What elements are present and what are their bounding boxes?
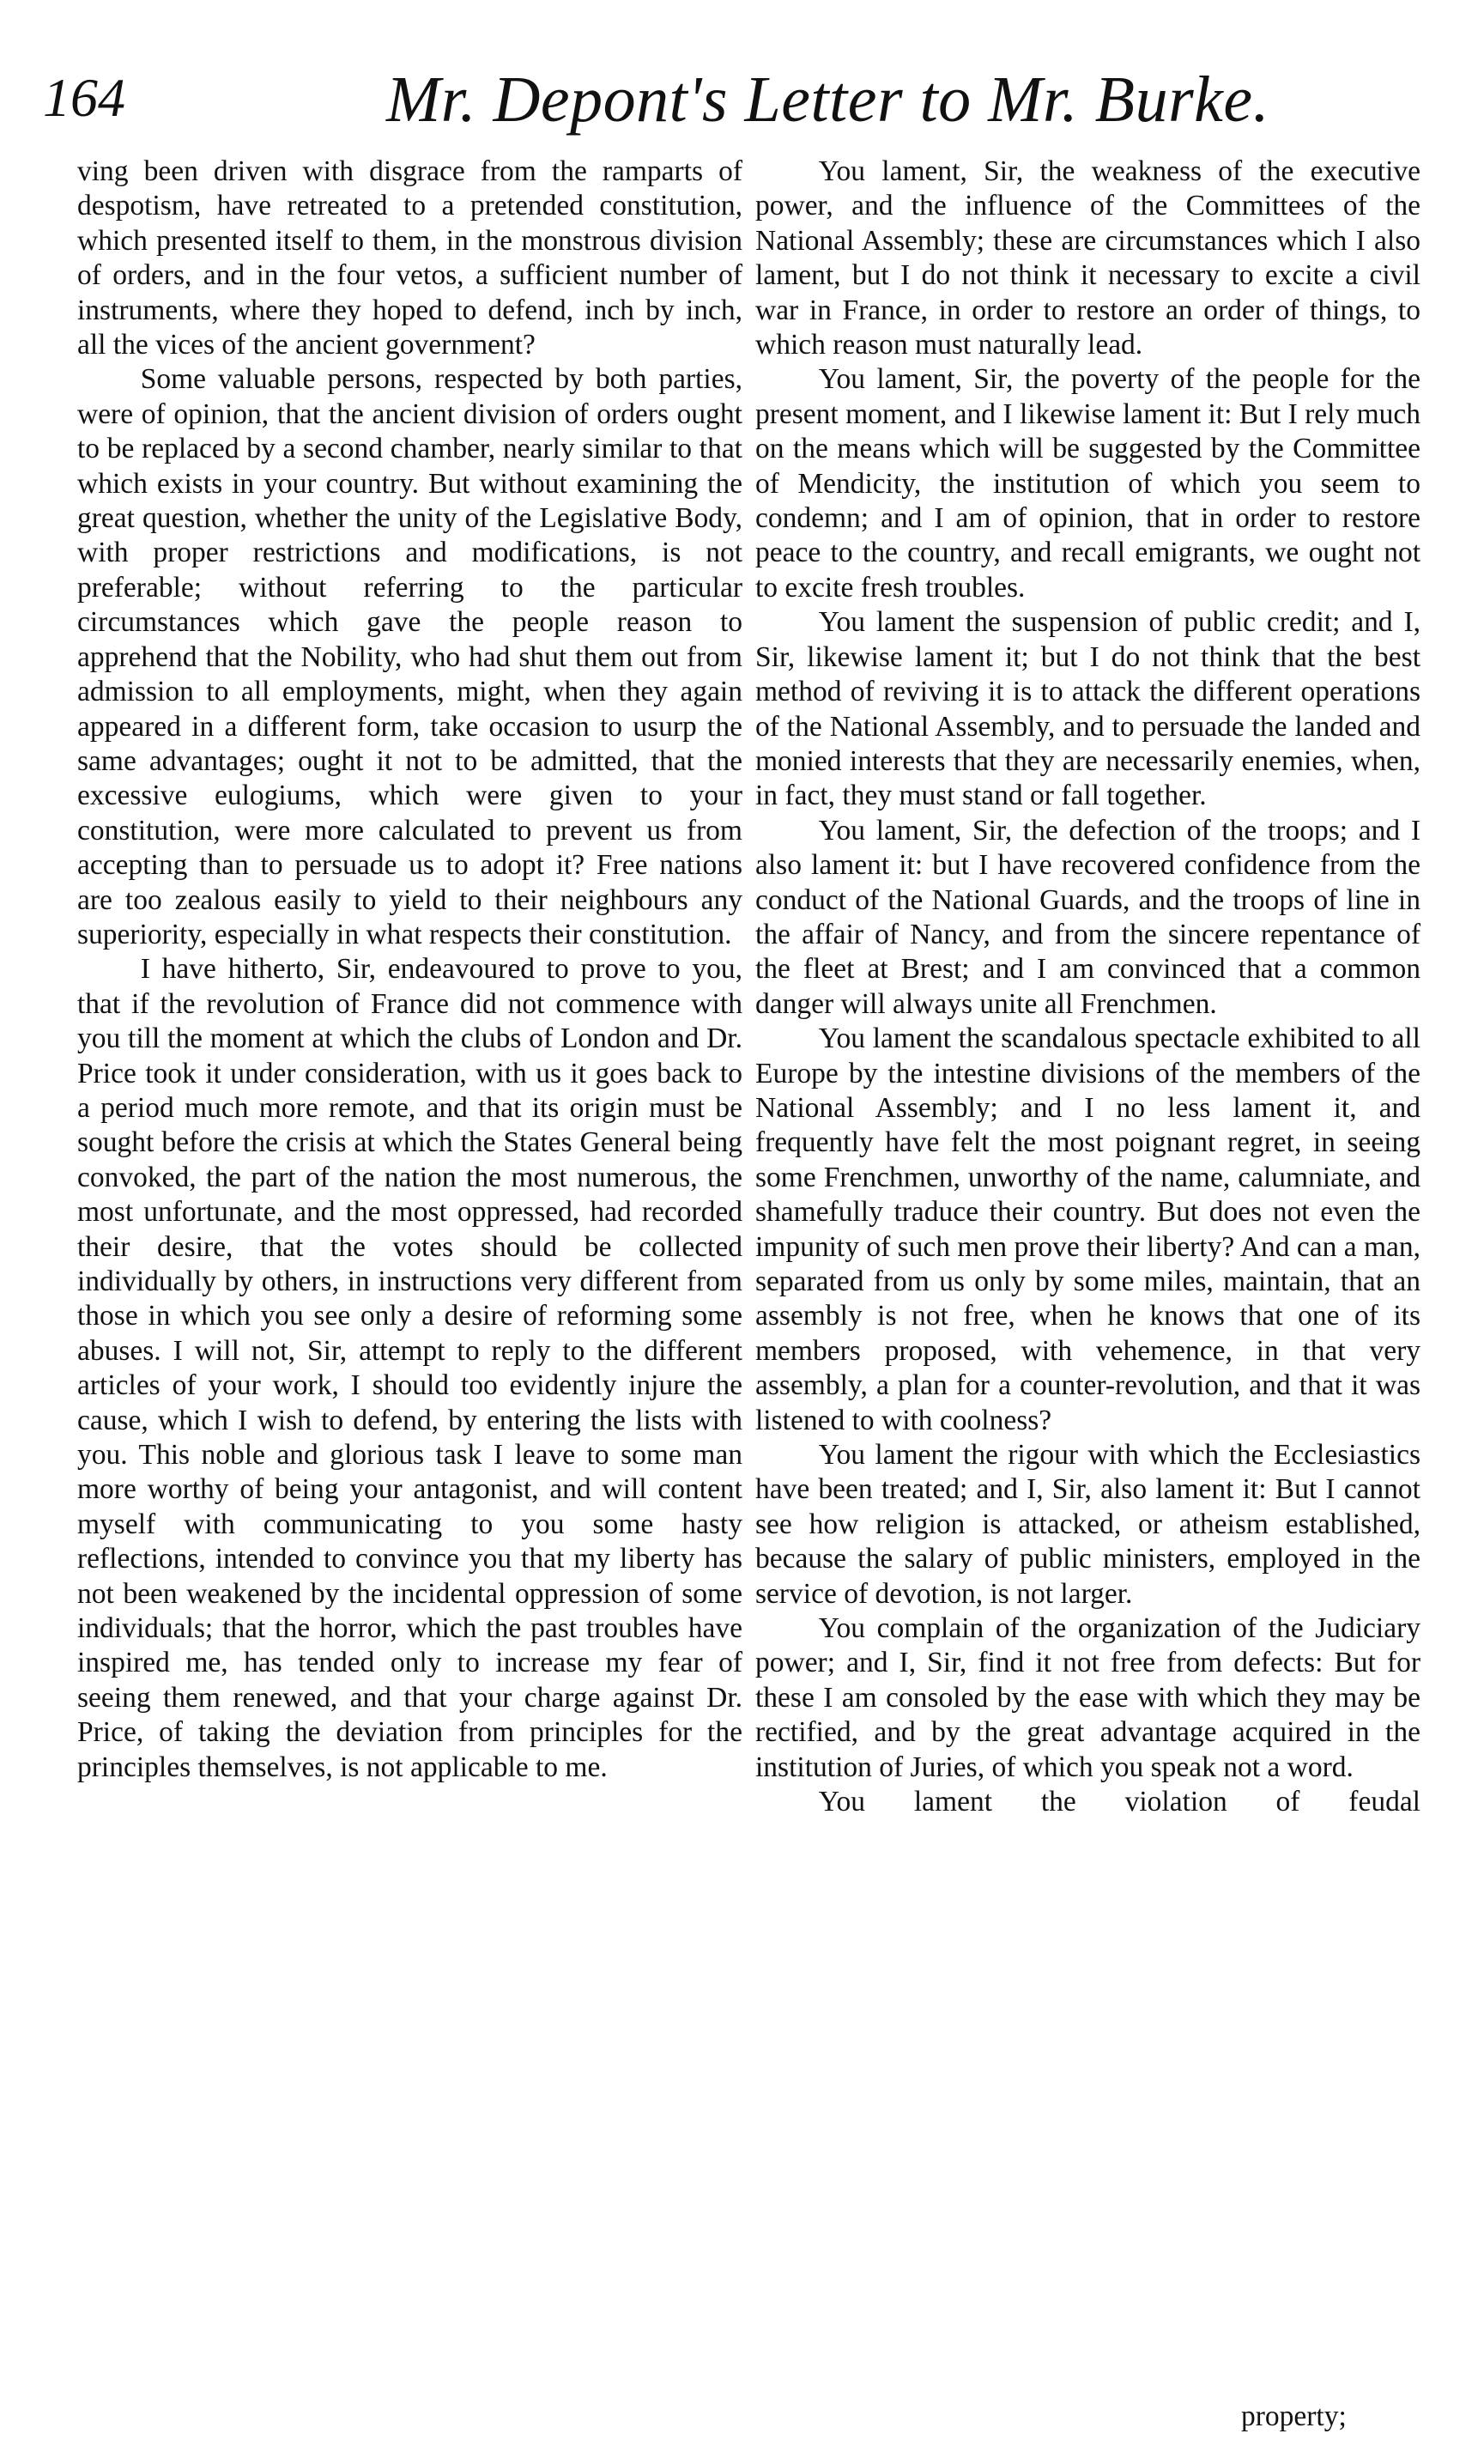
paragraph: ving been driven with disgrace from the ramparts of despotism, have retreated to a pretended constitution, which presented itself to them, in the monstrous division of orders, and in the four vetos, a sufficient number of instruments, where they hoped to defend, inch by inch, all the vices of the ancient government?	[77, 155, 742, 361]
page-number: 164	[43, 67, 125, 128]
paragraph: You complain of the organization of the Judiciary power; and I, Sir, find it not free from defects: But for these I am consoled by the ease with which they may be rectified, and by the great advantage acquired in the institution of Juries, of which you speak not a word.	[755, 1612, 1420, 1783]
catchword: property;	[1241, 2400, 1347, 2432]
right-column	[755, 155, 1420, 1820]
page-header	[34, 17, 1451, 137]
paragraph: Some valuable persons, respected by both parties, were of opinion, that the ancient division of orders ought to be replaced by a second chamber, nearly similar to that which exists in your country. But without examining the great question, whether the unity of the Legislative Body, with proper restrictions and modifications, is not preferable; without referring to the particular circumstances which gave the people reason to apprehend that the Nobility, who had shut them out from admission to all employments, might, when they again appeared in a different form, take occasion to usurp the same advantages; ought it not to be admitted, that the excessive eulogiums, which were given to your constitution, were more calculated to prevent us from accepting than to persuade us to adopt it? Free nations are too zealous easily to yield to their neighbours any superiority, especially in what respects their constitution.	[77, 363, 742, 950]
paragraph: You lament the suspension of public credit; and I, Sir, likewise lament it; but I do not think that the best method of reviving it is to attack the different operations of the National Assembly, and to persuade the landed and monied interests that they are necessarily enemies, when, in fact, they must stand or fall together.	[755, 606, 1420, 812]
paragraph: You lament, Sir, the defection of the troops; and I also lament it: but I have recovered confidence from the conduct of the National Guards, and the troops of line in the affair of Nancy, and from the sincere repentance of the fleet at Brest; and I am convinced that a common danger will always unite all Frenchmen.	[755, 814, 1420, 1020]
paragraph: I have hitherto, Sir, endeavoured to prove to you, that if the revolution of France did not commence with you till the moment at which the clubs of London and Dr. Price took it under consideration, with us it goes back to a period much more remote, and that its origin must be sought before the crisis at which the States General being convoked, the part of the nation the most numerous, the most unfortunate, and the most oppressed, had recorded their desire, that the votes should be collected individually by others, in instructions very different from those in which you see only a desire of reforming some abuses. I will not, Sir, attempt to reply to the different articles of your work, I should too evidently injure the cause, which I wish to defend, by entering the lists with you. This noble and glorious task I leave to some man more worthy of being your antagonist, and will content myself with communicating to you some hasty reflections, intended to convince you that my liberty has not been weakened by the incidental oppression of some individuals; that the horror, which the past troubles have inspired me, has tended only to increase my fear of seeing them renewed, and that your charge against Dr. Price, of taking the deviation from principles for the principles themselves, is not applicable to me.	[77, 953, 742, 1783]
paragraph: You lament, Sir, the poverty of the people for the present moment, and I likewise lament it: But I rely much on the means which will be suggested by the Committee of Mendicity, the institution of which you seem to condemn; and I am of opinion, that in order to restore peace to the country, and recall emigrants, we ought not to excite fresh troubles.	[755, 363, 1420, 604]
left-column	[77, 155, 742, 1785]
paragraph: You lament the rigour with which the Ecclesiastics have been treated; and I, Sir, also lament it: But I cannot see how religion is attacked, or atheism established, because the salary of public ministers, employed in the service of devotion, is not larger.	[755, 1439, 1420, 1610]
paragraph: You lament the scandalous spectacle exhibited to all Europe by the intestine divisions of the members of the National Assembly; and I no less lament it, and frequently have felt the most poignant regret, in seeing some Frenchmen, unworthy of the name, calumniate, and shamefully traduce their country. But does not even the impunity of such men prove their liberty? And can a man, separated from us only by some miles, maintain, that an assembly is not free, when he knows that one of its members proposed, with vehemence, in that very assembly, a plan for a counter-revolution, and that it was listened to with coolness?	[755, 1023, 1420, 1436]
paragraph: You lament the violation of feudal	[818, 1786, 1420, 1818]
paragraph: You lament, Sir, the weakness of the executive power, and the influence of the Committees of the National Assembly; these are circumstances which I also lament, but I do not think it necessary to excite a civil war in France, in order to restore an order of things, to which reason must naturally lead.	[755, 155, 1420, 361]
running-title: Mr. Depont's Letter to Mr. Burke.	[386, 64, 1270, 136]
